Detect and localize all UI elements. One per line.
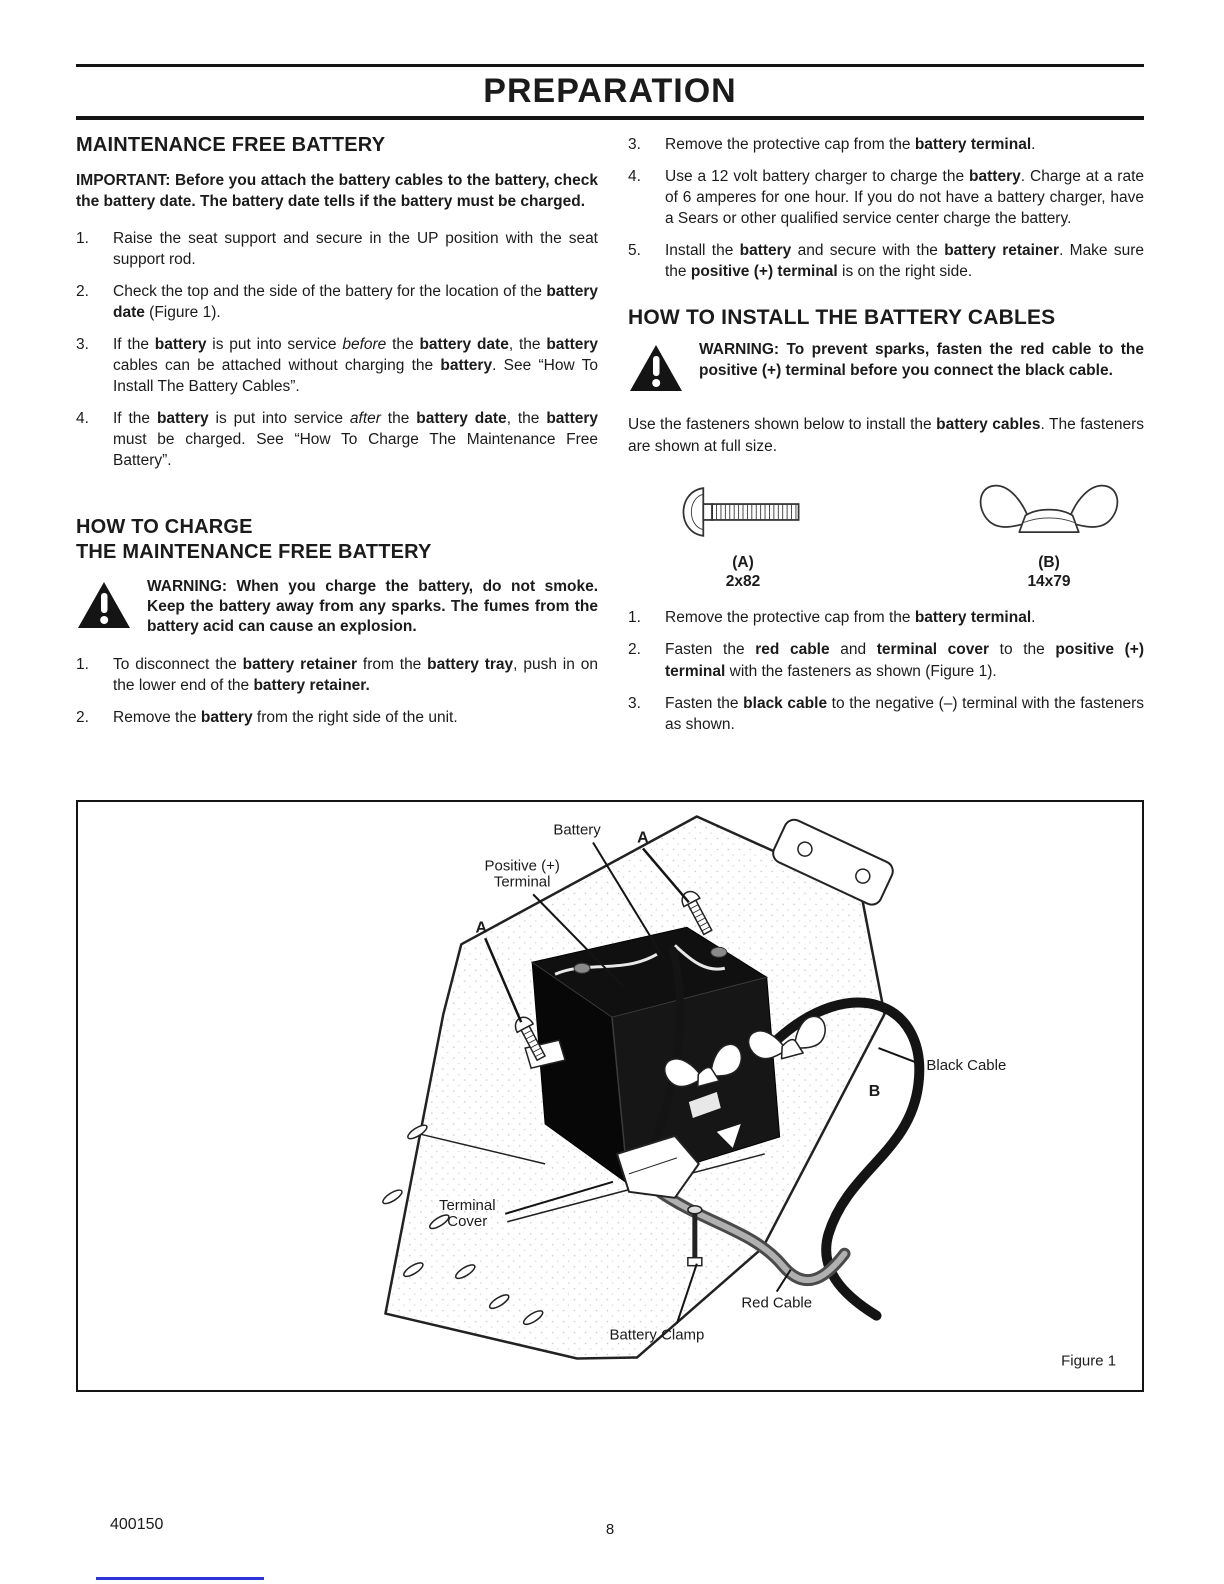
- list-item-text: Install the battery and secure with the battery retainer. Make sure the positive (+) terminal is on the right side.: [665, 242, 1144, 281]
- list-item-number: 3.: [628, 694, 641, 712]
- figure-1: [76, 800, 1144, 1392]
- page-title: PREPARATION: [76, 72, 1144, 120]
- warning-text: WARNING: When you charge the battery, do not smoke. Keep the battery away from any sparks. The fumes from the battery acid can cause an explosion.: [147, 577, 598, 636]
- important-note: IMPORTANT: Before you attach the battery cables to the battery, check the battery date. The battery date tells if the battery must be charged.: [76, 172, 598, 211]
- fastener-a-size: 2x82: [725, 573, 761, 590]
- fastener-a-label: (A): [732, 553, 754, 571]
- battery-diagram: [78, 802, 1142, 1390]
- list-item-text: Fasten the red cable and terminal cover to the positive (+) terminal with the fasteners as shown (Figure 1).: [665, 641, 1144, 680]
- list-item-text: Remove the protective cap from the battery terminal.: [665, 136, 1036, 153]
- fastener-b-label: (B): [1038, 553, 1060, 571]
- figure-label-a-left: A: [475, 919, 488, 937]
- list-item-number: 4.: [76, 410, 89, 428]
- page-number: 8: [605, 1521, 615, 1538]
- list-item-number: 2.: [76, 282, 89, 300]
- figure-label-b: B: [868, 1083, 881, 1100]
- figure-label-battery: Battery: [553, 821, 601, 839]
- list-item: [76, 654, 598, 696]
- list-item: [628, 693, 1144, 735]
- fastener-a: [668, 475, 818, 592]
- fastener-illustrations: [628, 469, 1144, 592]
- wing-nut-icon: [974, 475, 1124, 549]
- warning-triangle-icon: [628, 340, 684, 398]
- list-item-number: 2.: [628, 641, 641, 659]
- fastener-b: [974, 475, 1124, 592]
- list-item-text: Check the top and the side of the battery for the location of the battery date (Figure 1).: [113, 282, 598, 321]
- carriage-bolt-icon: [668, 475, 818, 549]
- list-item-text: Fasten the black cable to the negative (–) terminal with the fasteners as shown.: [665, 694, 1145, 733]
- figure-label-a-top: A: [637, 829, 649, 847]
- part-number: 400150: [110, 1516, 164, 1533]
- list-item-number: 1.: [76, 229, 89, 247]
- list-item-number: 1.: [76, 655, 89, 673]
- list-item-number: 2.: [76, 709, 89, 727]
- warning-text: WARNING: To prevent sparks, fasten the red cable to the positive (+) terminal before you connect the black cable.: [699, 341, 1144, 379]
- fasteners-intro: Use the fasteners shown below to install the battery cables. The fasteners are shown at full size.: [628, 416, 1144, 455]
- figure-label-battery-clamp: Battery Clamp: [609, 1326, 705, 1344]
- right-column: [628, 134, 1144, 746]
- list-item-text: To disconnect the battery retainer from the battery tray, push in on the lower end of the battery retainer.: [113, 655, 598, 694]
- list-item: [76, 334, 598, 397]
- figure-label-red-cable: Red Cable: [741, 1294, 813, 1312]
- list-item-number: 1.: [628, 609, 641, 627]
- list-item-number: 5.: [628, 242, 641, 260]
- page-header: [76, 64, 1144, 120]
- list-item-text: Raise the seat support and secure in the UP position with the seat support rod.: [113, 229, 598, 268]
- list-item-number: 3.: [76, 336, 89, 354]
- list-item-text: Use a 12 volt battery charger to charge the battery. Charge at a rate of 6 amperes for one hour. If you do not have a battery charger, have a Sears or other qualified service center charge the battery.: [665, 168, 1144, 228]
- list-item-text: Remove the protective cap from the battery terminal.: [665, 609, 1036, 627]
- two-column-layout: [76, 134, 1144, 760]
- section-heading-how-to-charge-line1: HOW TO CHARGE: [76, 515, 253, 538]
- list-item: [628, 639, 1144, 681]
- section-heading-install-cables: HOW TO INSTALL THE BATTERY CABLES: [628, 306, 1056, 330]
- list-item: [628, 166, 1144, 229]
- list-item: [76, 228, 598, 270]
- list-item-number: 4.: [628, 168, 641, 186]
- list-item-text: Remove the battery from the right side of the unit.: [113, 709, 458, 727]
- list-item-text: If the battery is put into service before the battery date, the battery cables can be attached without charging the battery. See “How To Install The Battery Cables”.: [113, 336, 599, 396]
- figure-label-positive-line2: Terminal: [493, 873, 551, 891]
- warning-block-install: [628, 340, 1144, 398]
- list-item: [628, 240, 1144, 282]
- footer-link-underline[interactable]: [96, 1577, 264, 1580]
- list-item: [76, 281, 598, 323]
- list-item: [76, 707, 598, 728]
- figure-label-terminal-line2: Cover: [447, 1212, 488, 1230]
- cable-steps-list: [628, 607, 1144, 734]
- figure-label-terminal-line1: Terminal: [438, 1196, 496, 1214]
- warning-triangle-icon: [76, 577, 132, 638]
- list-item-number: 3.: [628, 136, 641, 153]
- figure-label-positive-line1: Positive (+): [484, 857, 560, 875]
- figure-label-black-cable: Black Cable: [926, 1057, 1007, 1075]
- fastener-b-size: 14x79: [1027, 573, 1071, 590]
- figure-caption: Figure 1: [1061, 1352, 1117, 1370]
- left-column: [76, 134, 598, 739]
- list-item: [76, 408, 598, 471]
- section-heading-how-to-charge-line2: THE MAINTENANCE FREE BATTERY: [76, 540, 432, 563]
- warning-block-charge: [76, 577, 598, 638]
- list-item: [628, 607, 1144, 628]
- page-footer: [76, 1516, 1144, 1538]
- list-item: [628, 134, 1144, 155]
- list-item-text: If the battery is put into service after the battery date, the battery must be charged. See “How To Charge The Maintenance Free Battery”.: [113, 410, 599, 470]
- section-heading-maintenance-free-battery: MAINTENANCE FREE BATTERY: [76, 134, 386, 156]
